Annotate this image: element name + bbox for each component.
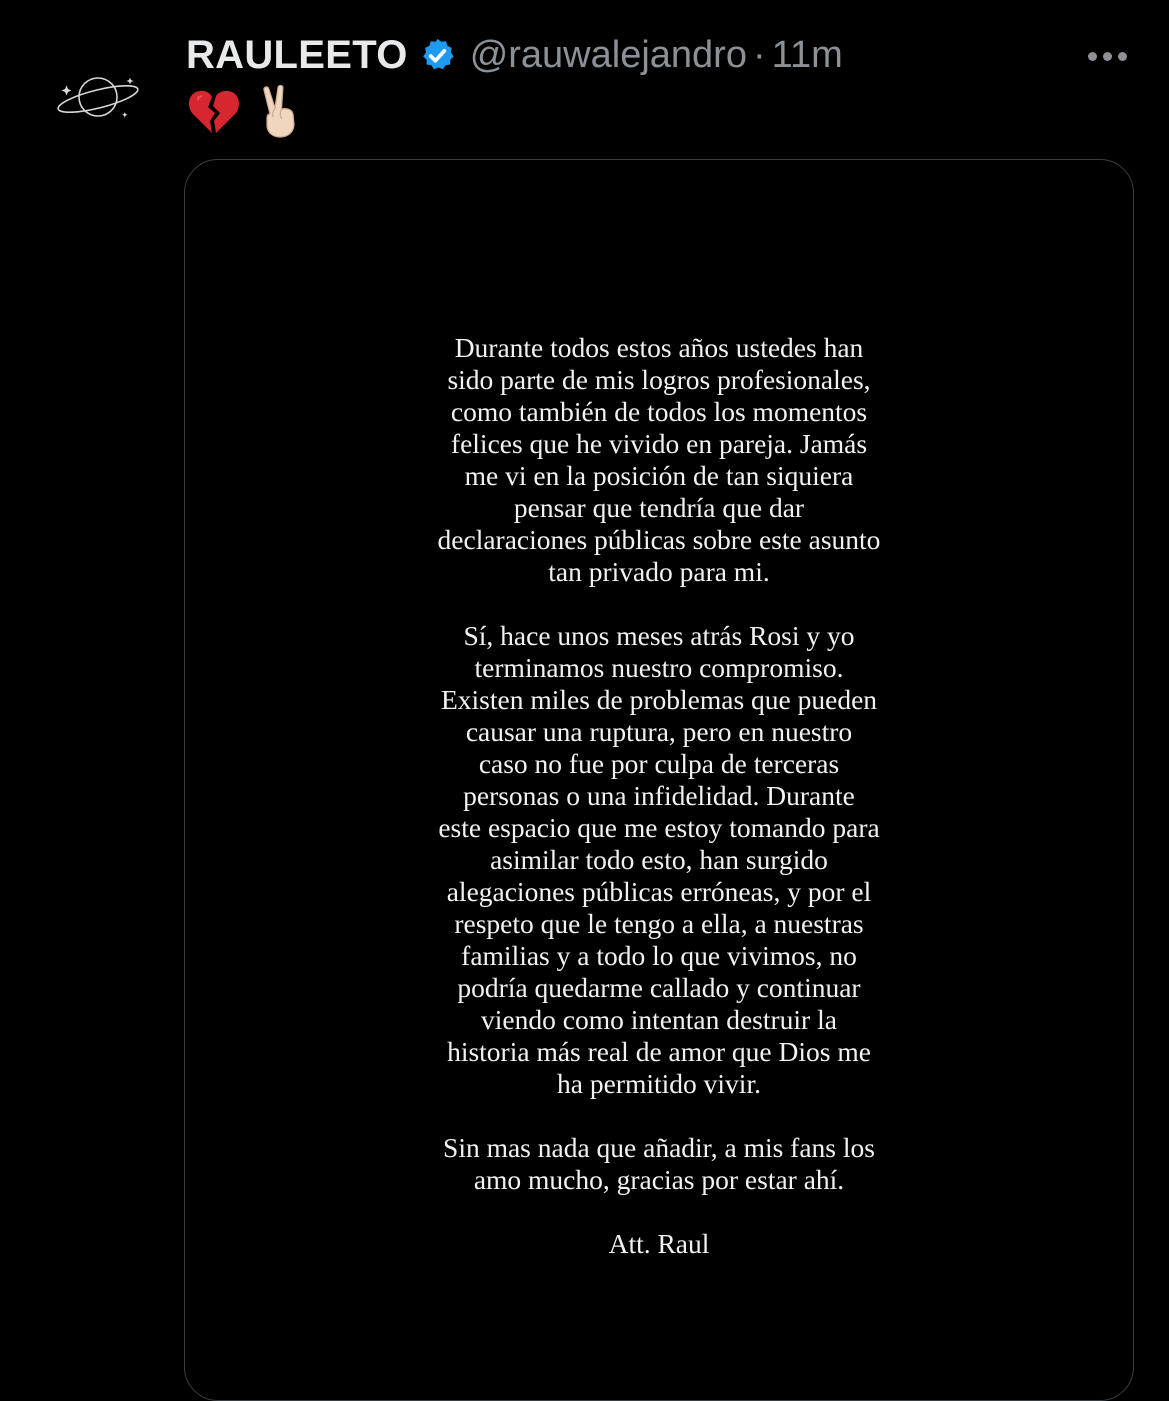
tweet-header (186, 30, 843, 80)
statement-line: ha permitido vivir. (557, 1068, 761, 1099)
statement-line: tan privado para mi. (548, 556, 770, 587)
statement-line: sido parte de mis logros profesionales, (447, 364, 871, 395)
display-name[interactable]: RAULEETO (186, 32, 408, 77)
statement-line: historia más real de amor que Dios me (447, 1036, 871, 1067)
statement-line: declaraciones públicas sobre este asunto (437, 524, 881, 555)
statement-line: personas o una infidelidad. Durante (463, 780, 855, 811)
victory-hand-emoji (258, 84, 302, 138)
statement-line: amo mucho, gracias por estar ahí. (473, 1164, 845, 1195)
avatar[interactable] (52, 66, 144, 128)
more-options-dot (1103, 52, 1112, 61)
statement-line: viendo como intentan destruir la (481, 1004, 837, 1035)
handle[interactable]: @rauwalejandro (469, 33, 747, 76)
statement-line: familias y a todo lo que vivimos, no (461, 940, 857, 971)
more-options-icon (1088, 52, 1097, 61)
statement-line: alegaciones públicas erróneas, y por el (446, 876, 872, 907)
statement-line: asimilar todo esto, han surgido (490, 844, 828, 875)
statement-line: terminamos nuestro compromiso. (474, 652, 844, 683)
verified-badge-icon[interactable] (419, 37, 456, 74)
statement-line: pensar que tendría que dar (513, 492, 805, 523)
statement-line: felices que he vivido en pareja. Jamás (450, 428, 868, 459)
planet-icon (52, 66, 144, 128)
more-options-dot (1118, 52, 1127, 61)
statement-line: respeto que le tengo a ella, a nuestras (454, 908, 864, 939)
statement-line: caso no fue por culpa de terceras (478, 748, 840, 779)
broken-heart-emoji (188, 87, 240, 135)
statement-line: Att. Raul (608, 1228, 710, 1259)
statement-paragraph (185, 332, 1133, 588)
statement-line: Existen miles de problemas que pueden (440, 684, 878, 715)
statement-line: este espacio que me estoy tomando para (438, 812, 880, 843)
statement-text (185, 332, 1133, 1292)
statement-line: podría quedarme callado y continuar (457, 972, 861, 1003)
statement-paragraph (185, 620, 1133, 1100)
statement-line: Sin mas nada que añadir, a mis fans los (443, 1132, 875, 1163)
statement-paragraph (185, 1132, 1133, 1196)
statement-line: como también de todos los momentos (450, 396, 868, 427)
statement-paragraph (185, 1228, 1133, 1260)
statement-line: Durante todos estos años ustedes han (454, 332, 864, 363)
statement-line: me vi en la posición de tan siquiera (464, 460, 854, 491)
statement-line: causar una ruptura, pero en nuestro (465, 716, 853, 747)
separator-dot: · (752, 33, 766, 76)
more-options-button[interactable] (1080, 40, 1134, 72)
media-image-card[interactable] (184, 159, 1134, 1401)
tweet-text (188, 84, 302, 138)
statement-line: Sí, hace unos meses atrás Rosi y yo (463, 620, 855, 651)
timestamp[interactable]: 11m (771, 33, 843, 76)
